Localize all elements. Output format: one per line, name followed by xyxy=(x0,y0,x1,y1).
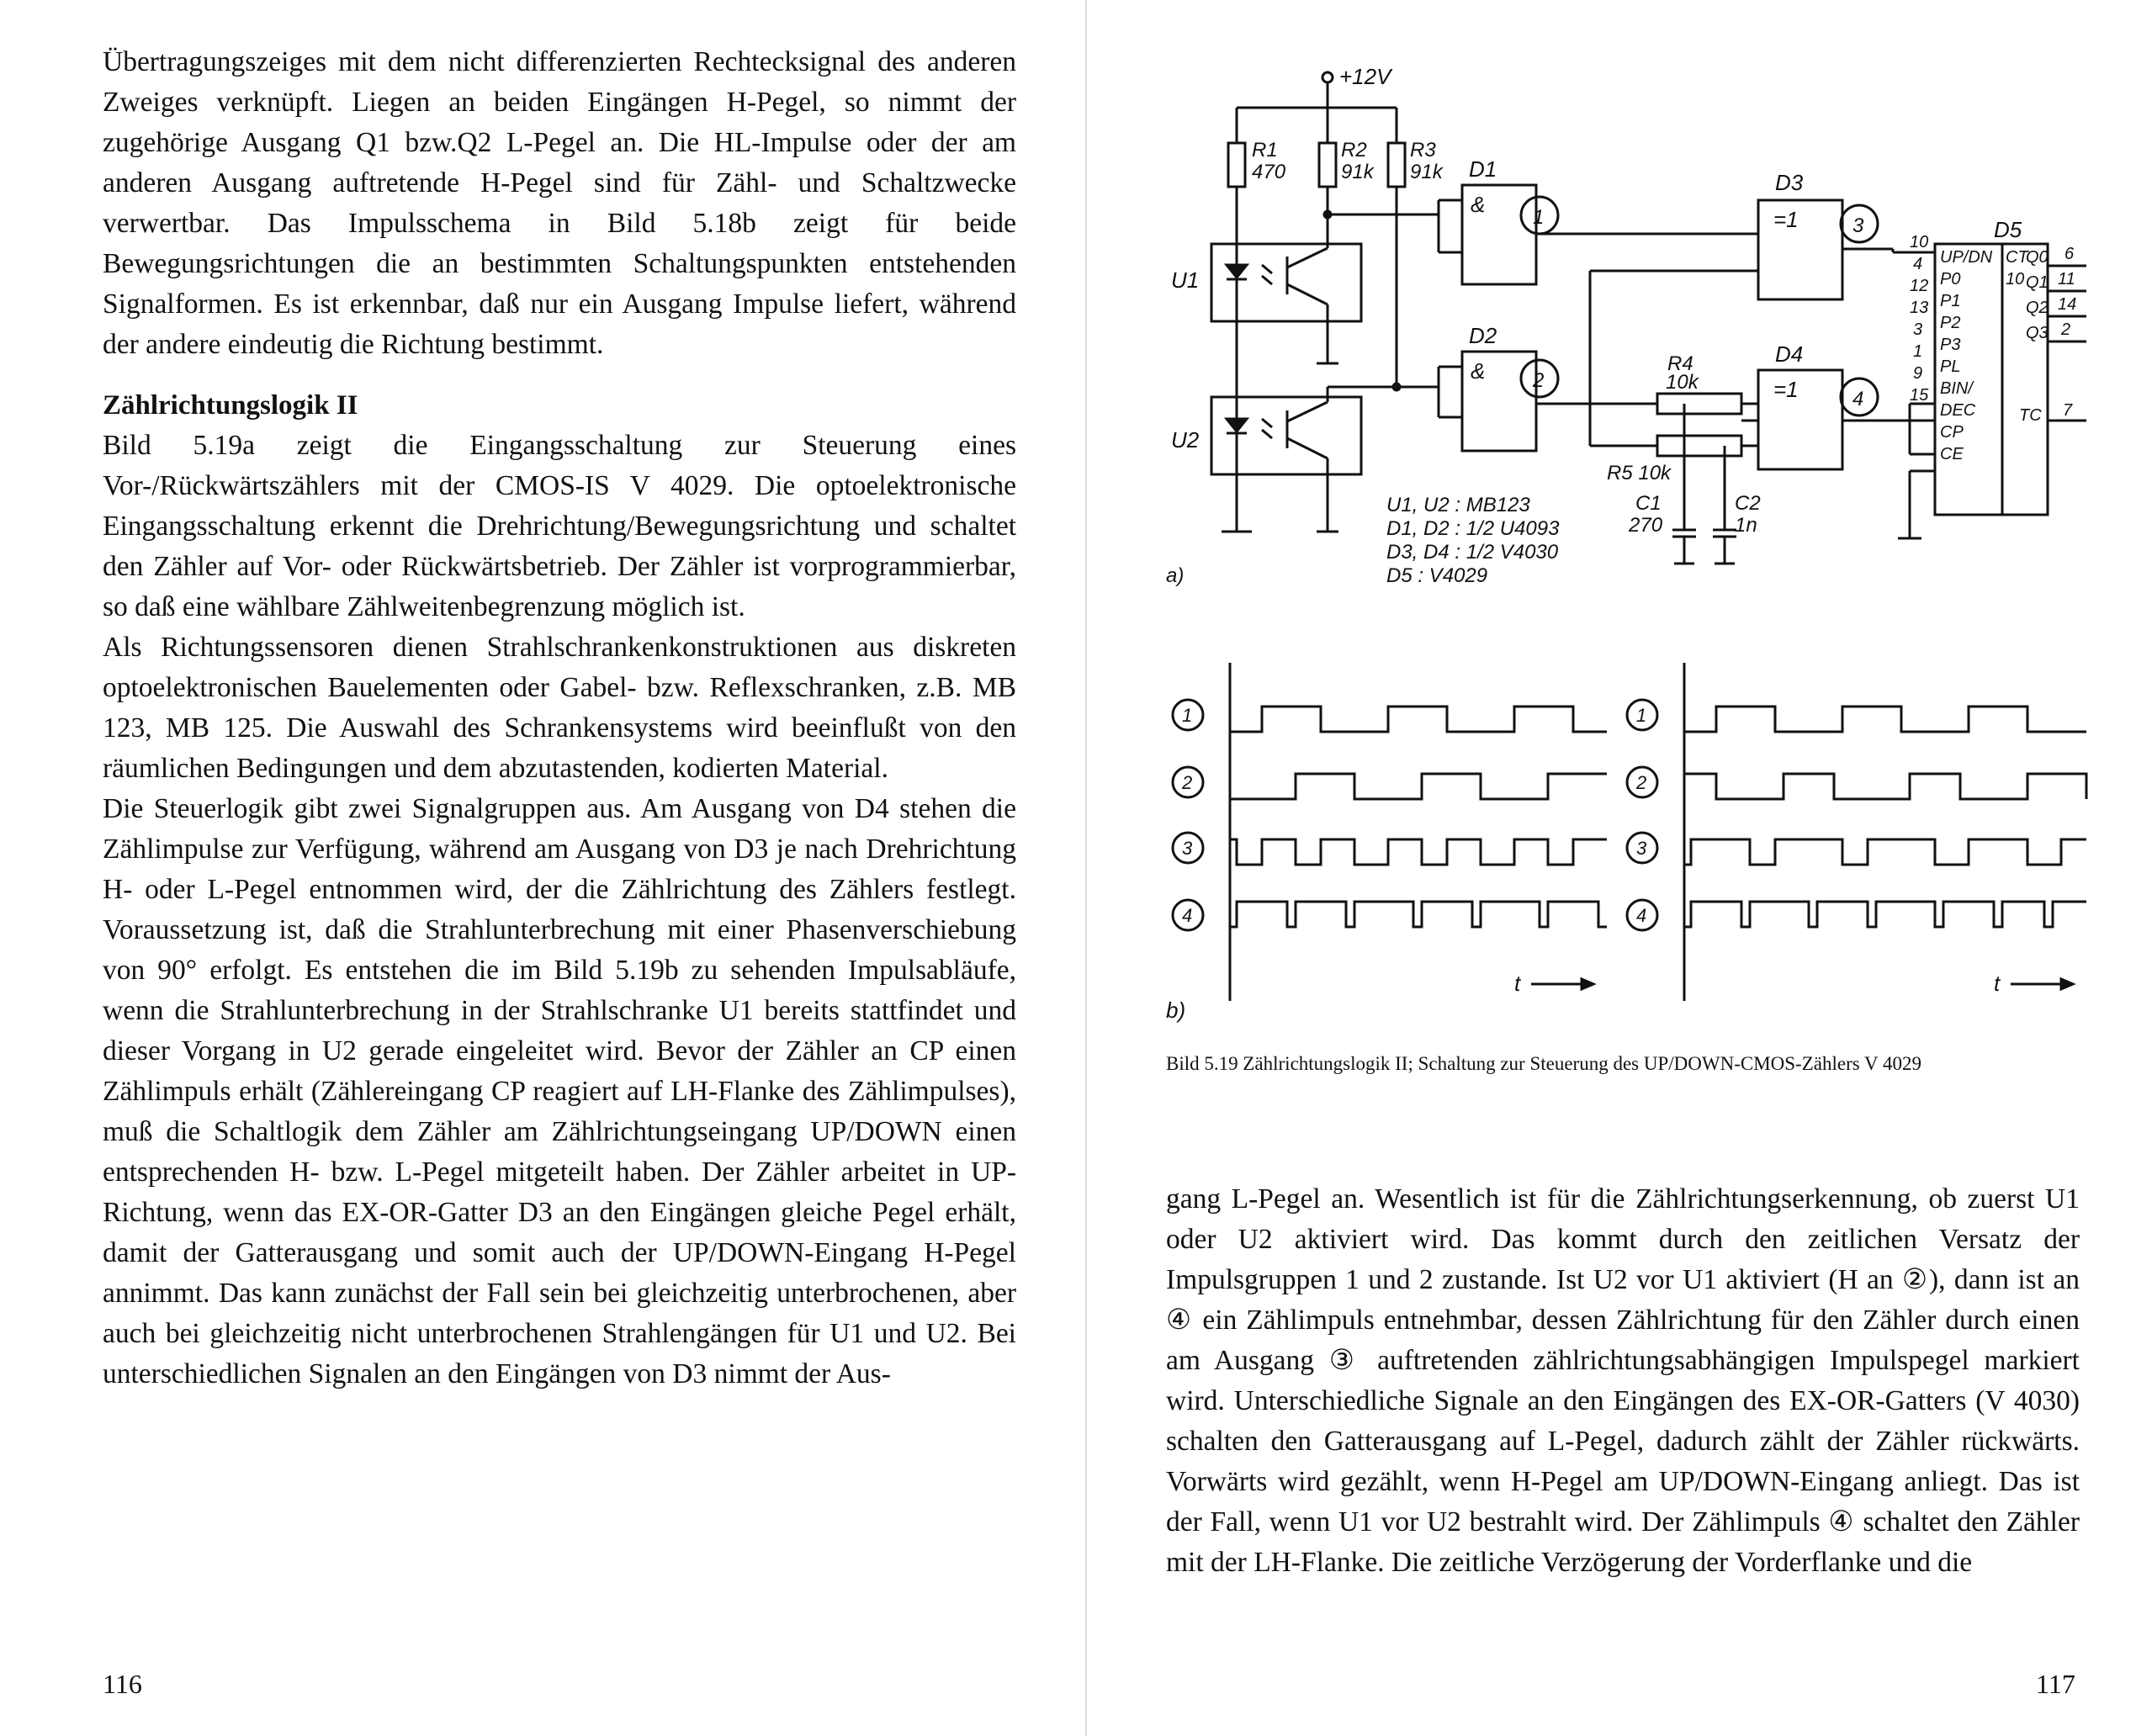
d5-pin-number: 4 xyxy=(1913,255,1923,273)
node-1: 1 xyxy=(1533,206,1545,229)
r3-label: R3 xyxy=(1410,139,1436,161)
d1-label: D1 xyxy=(1469,156,1497,182)
c1-label: C1 xyxy=(1635,492,1662,515)
d5-pin-number: 14 xyxy=(2058,295,2077,314)
d2-label: D2 xyxy=(1469,323,1497,348)
u1-label: U1 xyxy=(1171,267,1200,293)
d5-pin-label: P0 xyxy=(1940,270,1961,288)
time-label-right: t xyxy=(1994,971,2001,996)
figure-5-19 xyxy=(1153,50,2112,1051)
d5-pin-label: PL xyxy=(1940,357,1961,376)
node-2: 2 xyxy=(1533,369,1545,392)
paragraph: Bild 5.19a zeigt die Eingangsschaltung zur Steuerung eines Vor-/Rückwärtszählers mit der CMOS-IS V 4029. Die optoelektronische Eingangsschaltung erkennt die Drehrichtung/Bewegungsrichtung und schaltet den Zähler auf Vor- oder Rückwärtsbetrieb. Der Zähler ist vorprogrammierbar, so daß eine wählbare Zählweitenbegrenzung möglich ist. xyxy=(103,430,1016,622)
figure-label-a: a) xyxy=(1166,564,1185,587)
paragraph: Übertragungszeiges mit dem nicht differenzierten Rechtecksignal des anderen Zweiges verknüpft. Liegen an beiden Eingängen H-Pegel, so nimmt der zugehörige Ausgang Q1 bzw.Q2 L-Pegel an. Die HL-Impulse oder der am anderen Ausgang auftretende H-Pegel sind für Zähl- und Schaltzwecke verwertbar. Das Impulsschema in Bild 5.18b zeigt für beide Bewegungsrichtungen die an bestimmten Schaltungspunkten entstehenden Signalformen. Es ist erkennbar, daß nur ein Ausgang Impulse liefert, während der andere eindeutig die Richtung bestimmt. xyxy=(103,46,1016,360)
d5-pin-label: P2 xyxy=(1940,314,1961,332)
gutter xyxy=(1085,0,1087,1736)
timing-row-label: 2 xyxy=(1182,772,1193,793)
d5-pin-number: 1 xyxy=(1913,342,1923,361)
page-number-right: 117 xyxy=(2036,1669,2075,1699)
node-4: 4 xyxy=(1852,388,1864,410)
figure-label-b: b) xyxy=(1166,998,1186,1023)
supply-label: +12V xyxy=(1339,64,1391,89)
d5-pin-label: DEC xyxy=(1940,401,1976,420)
d5-pin-label: Q3 xyxy=(2026,324,2049,342)
timing-row-label: 4 xyxy=(1182,905,1193,926)
section-heading: Zählrichtungslogik II xyxy=(103,390,358,421)
d5-pin-number: 13 xyxy=(1910,299,1929,317)
d5-pin-number: 10 xyxy=(1910,233,1929,251)
legend-line: D3, D4 : 1/2 V4030 xyxy=(1386,541,1559,564)
d5-pin-number: 6 xyxy=(2064,245,2075,263)
d5-pin-label: P3 xyxy=(1940,336,1961,354)
timing-row-label: 1 xyxy=(1636,705,1647,726)
paragraph: Die Steuerlogik gibt zwei Signalgruppen aus. Am Ausgang von D4 stehen die Zählimpulse zur Verfügung, während am Ausgang von D3 je nach Drehrichtung H- oder L-Pegel entnommen wird, der die Zählrichtung des Zählers festlegt. Voraussetzung ist, daß die Strahlunterbrechung mit einer Phasenverschiebung von 90° erfolgt. Es entstehen die im Bild 5.19b zu sehenden Impulsabläufe, wenn die Strahlunterbrechung in der Strahlschranke U1 bereits stattfindet und dieser Vorgang in U2 gerade eingeleitet wird. Bevor der Zähler an CP einen Zählimpuls erhält (Zählereingang CP reagiert auf LH-Flanke des Zählimpulses), muß die Schaltlogik dem Zähler am Zählrichtungseingang UP/DOWN einen entsprechenden H- bzw. L-Pegel mitgeteilt haben. Der Zähler arbeitet in UP-Richtung, wenn das EX-OR-Gatter D3 an den Eingängen gleiche Pegel erhält, damit der Gatterausgang und somit auch der UP/DOWN-Eingang H-Pegel annimmt. Das kann zunächst der Fall sein bei gleichzeitig unterbrochenen, aber auch bei gleichzeitig nicht unterbrochenen Strahlengängen für U1 und U2. Bei unterschiedlichen Signalen an den Eingängen von D3 nimmt der Aus- xyxy=(103,793,1016,1389)
c2-label: C2 xyxy=(1735,492,1761,515)
d5-pin-number: 11 xyxy=(2058,270,2075,288)
paragraph: Als Richtungssensoren dienen Strahlschrankenkonstruktionen aus diskreten optoelektronischen Bauelementen oder Gabel- bzw. Reflexschranken, z.B. MB 123, MB 125. Die Auswahl des Schrankensystems wird beeinflußt von den räumlichen Bedingungen und dem abzutastenden, kodierten Material. xyxy=(103,632,1016,784)
d5-pin-label: Q0 xyxy=(2026,248,2049,267)
c1-value: 270 xyxy=(1629,514,1663,537)
r3-value: 91k xyxy=(1410,161,1443,183)
time-label-left: t xyxy=(1514,971,1521,996)
d5-pin-number: 12 xyxy=(1910,277,1929,295)
d3-xor: =1 xyxy=(1773,207,1799,232)
d4-label: D4 xyxy=(1775,341,1804,367)
node-3: 3 xyxy=(1852,214,1864,237)
legend-line: D1, D2 : 1/2 U4093 xyxy=(1386,517,1560,540)
figure-caption xyxy=(1166,1050,2083,1078)
d5-pin-number: 3 xyxy=(1913,320,1923,339)
d5-pin-label: Q1 xyxy=(2026,273,2049,292)
d2-nand: & xyxy=(1471,358,1486,384)
d5-pin-label: Q2 xyxy=(2026,299,2049,317)
d5-pin-label: UP/DN xyxy=(1940,248,1993,267)
d3-label: D3 xyxy=(1775,170,1804,195)
d5-pin-number: 7 xyxy=(2063,401,2073,420)
right-text-column xyxy=(1166,1179,2080,1583)
c2-value: 1n xyxy=(1735,514,1757,537)
d5-pin-label: 10 xyxy=(2006,270,2025,288)
d5-pin-number: 2 xyxy=(2061,320,2071,339)
d5-pin-label: CP xyxy=(1940,423,1964,442)
timing-row-label: 4 xyxy=(1636,905,1647,926)
d5-pin-label: BIN/ xyxy=(1940,379,1973,398)
timing-row-label: 1 xyxy=(1182,705,1193,726)
r4-value: 10k xyxy=(1666,371,1699,394)
u2-label: U2 xyxy=(1171,427,1200,453)
d5-pin-label: P1 xyxy=(1940,292,1961,310)
r2-label: R2 xyxy=(1341,139,1367,161)
r1-value: 470 xyxy=(1252,161,1286,183)
r2-value: 91k xyxy=(1341,161,1374,183)
timing-row-label: 2 xyxy=(1636,772,1647,793)
left-text-column xyxy=(103,42,1016,1395)
caption-text: Bild 5.19 Zählrichtungslogik II; Schaltung zur Steuerung des UP/DOWN-CMOS-Zählers V 4029 xyxy=(1166,1053,1921,1074)
d4-xor: =1 xyxy=(1773,377,1799,402)
paragraph: gang L-Pegel an. Wesentlich ist für die Zählrichtungserkennung, ob zuerst U1 oder U2 aktiviert wird. Das kommt durch den zeitlichen Versatz der Impulsgruppen 1 und 2 zustande. Ist U2 vor U1 aktiviert (H an ②), dann ist an ④ ein Zählimpuls entnehmbar, dessen Zählrichtung für den Zähler durch einen am Ausgang ③ auftretenden zählrichtungsabhängigen Impulspegel markiert wird. Unterschiedliche Signale an den Eingängen des EX-OR-Gatters (V 4030) schalten den Gatterausgang auf L-Pegel, dadurch zählt der Zähler rückwärts. Vorwärts wird gezählt, wenn H-Pegel am UP/DOWN-Eingang anliegt. Das ist der Fall, wenn U1 vor U2 bestrahlt wird. Der Zählimpuls ④ schaltet den Zähler mit der LH-Flanke. Die zeitliche Verzögerung der Vorderflanke und die xyxy=(1166,1183,2080,1578)
d1-nand: & xyxy=(1471,192,1486,217)
d5-pin-label: TC xyxy=(2019,406,2042,425)
page-number-left: 116 xyxy=(103,1669,142,1699)
timing-row-label: 3 xyxy=(1182,838,1193,859)
d5-pin-label: CT xyxy=(2006,248,2028,267)
legend-line: D5 : V4029 xyxy=(1386,564,1488,587)
timing-row-label: 3 xyxy=(1636,838,1647,859)
r4-label: R4 xyxy=(1667,352,1693,375)
r5-label: R5 10k xyxy=(1607,462,1672,484)
d5-pin-number: 15 xyxy=(1910,386,1929,405)
legend-line: U1, U2 : MB123 xyxy=(1386,494,1530,516)
d5-pin-label: CE xyxy=(1940,445,1964,463)
r1-label: R1 xyxy=(1252,139,1278,161)
d5-label: D5 xyxy=(1994,217,2022,242)
d5-pin-number: 9 xyxy=(1913,364,1923,383)
